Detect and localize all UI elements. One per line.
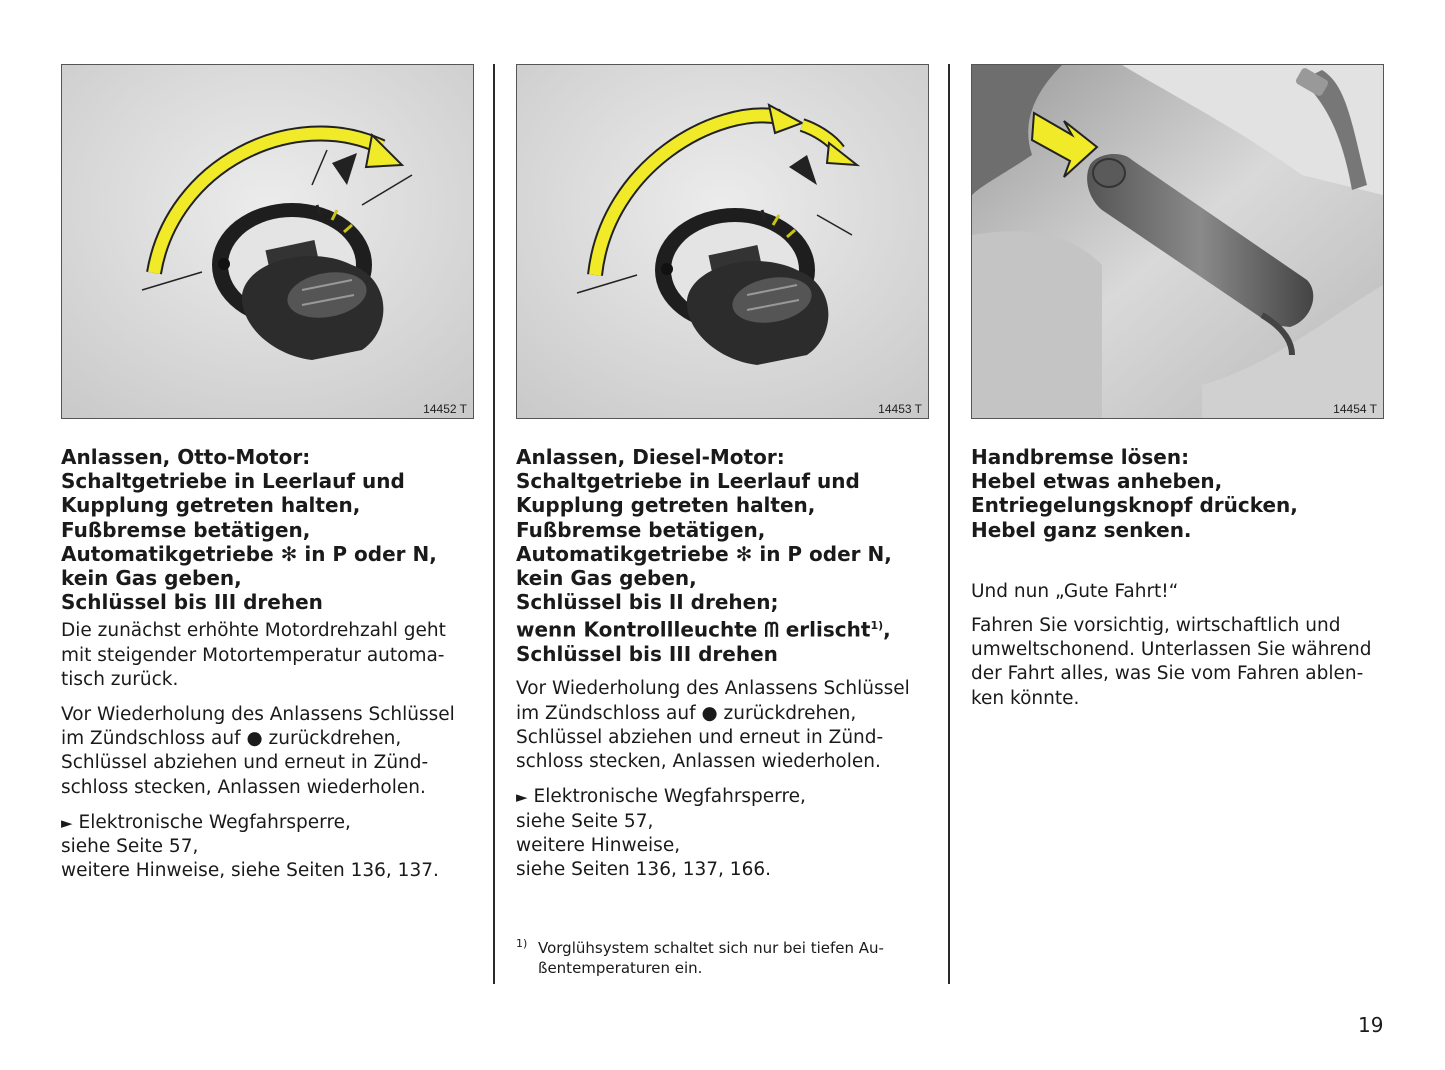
heading-text: , [883,618,891,643]
text-line: tisch zurück. [61,668,179,690]
text-line: Schlüssel abziehen und erneut in Zünd- [516,726,884,748]
heading-line: Handbremse lösen: [971,445,1190,469]
text-line: schloss stecken, Anlassen wiederholen. [61,776,426,798]
text-line: Die zunächst erhöhte Motordrehzahl geht [61,620,446,642]
handbrake-illustration [972,65,1383,418]
heading-line: Hebel etwas anheben, [971,469,1223,494]
heading-line: Kupplung getreten halten, [516,493,816,518]
body-paragraph [516,677,929,774]
heading-line: Schlüssel bis II drehen; [516,590,779,615]
text-line: Schlüssel abziehen und erneut in Zünd- [61,752,429,774]
heading-line: Anlassen, Otto-Motor: [61,445,311,469]
text-line: weitere Hinweise, siehe Seiten 136, 137. [61,860,439,882]
cross-reference [61,811,474,884]
text-line: weitere Hinweise, [516,834,681,856]
heading-line: Schaltgetriebe in Leerlauf und [61,469,405,494]
text-line: im Zündschloss auf ● zurückdrehen, [61,728,402,750]
heading-line: Kupplung getreten halten, [61,493,361,518]
instruction-heading [516,445,929,666]
column-handbrake [971,64,1384,711]
text-line: mit steigender Motortemperatur automa- [61,644,445,666]
column-petrol-start [61,64,474,883]
text-line: ken könnte. [971,687,1080,709]
figure-code: 14453 T [878,402,922,416]
heading-line: Fußbremse betätigen, [61,517,311,542]
figure-code: 14452 T [423,402,467,416]
heading-line [516,614,929,642]
heading-line: Anlassen, Diesel-Motor: [516,445,785,469]
figure-handbrake [971,64,1384,419]
heading-line: kein Gas geben, [61,566,242,591]
figure-ignition-diesel [516,64,929,419]
heading-line: Schaltgetriebe in Leerlauf und [516,469,860,494]
heading-line: Automatikgetriebe ✻ in P oder N, [516,541,892,566]
heading-line: Fußbremse betätigen, [516,517,766,542]
text-line: siehe Seiten 136, 137, 166. [516,858,771,880]
arrow-marker-icon: ► [61,813,73,832]
text-line: im Zündschloss auf ● zurückdrehen, [516,702,857,724]
column-divider-left [493,64,495,984]
text-line: Fahren Sie vorsichtig, wirtschaftlich und [971,615,1341,637]
body-paragraph [61,619,474,692]
text-line: Elektronische Wegfahrsperre, [533,786,806,808]
figure-code: 14454 T [1333,402,1377,416]
heading-line: Automatikgetriebe ✻ in P oder N, [61,541,437,566]
column-diesel-start [516,64,929,882]
heading-text: wenn Kontrollleuchte [516,618,765,643]
arrow-marker-icon: ► [516,788,528,807]
heading-line: Schlüssel bis III drehen [61,590,323,615]
ignition-key-illustration [62,65,473,418]
body-paragraph [971,614,1384,711]
glow-plug-warning-icon: ᗰ [764,618,779,643]
ignition-key-illustration [517,65,928,418]
text-line: Elektronische Wegfahrsperre, [78,811,351,833]
footnote-mark: 1) [516,937,528,950]
text-line: umweltschonend. Unterlassen Sie während [971,639,1372,661]
body-paragraph [61,703,474,800]
heading-line: Entriegelungsknopf drücken, [971,493,1298,518]
instruction-heading [61,445,474,614]
heading-text: erlischt [778,618,871,643]
heading-line: Hebel ganz senken. [971,517,1192,542]
footnote-text: ßentemperaturen ein. [538,959,703,977]
text-line: siehe Seite 57, [516,810,654,832]
text-line: Vor Wiederholung des Anlassens Schlüssel [61,704,455,726]
footnote-text: Vorglühsystem schaltet sich nur bei tiefen Au- [538,939,884,957]
page-number: 19 [1358,1013,1384,1037]
instruction-heading [971,445,1384,542]
text-line: Vor Wiederholung des Anlassens Schlüssel [516,678,910,700]
footnote [516,938,929,978]
body-paragraph [971,580,1384,604]
cross-reference [516,785,929,882]
text-line: siehe Seite 57, [61,836,199,858]
heading-line: kein Gas geben, [516,566,697,591]
heading-line: Schlüssel bis III drehen [516,642,778,667]
text-line: der Fahrt alles, was Sie vom Fahren ablen- [971,663,1364,685]
text-line: Und nun „Gute Fahrt!“ [971,580,1179,602]
text-line: schloss stecken, Anlassen wiederholen. [516,751,881,773]
column-divider-right [948,64,950,984]
figure-ignition-petrol [61,64,474,419]
footnote-reference: 1) [870,619,884,633]
